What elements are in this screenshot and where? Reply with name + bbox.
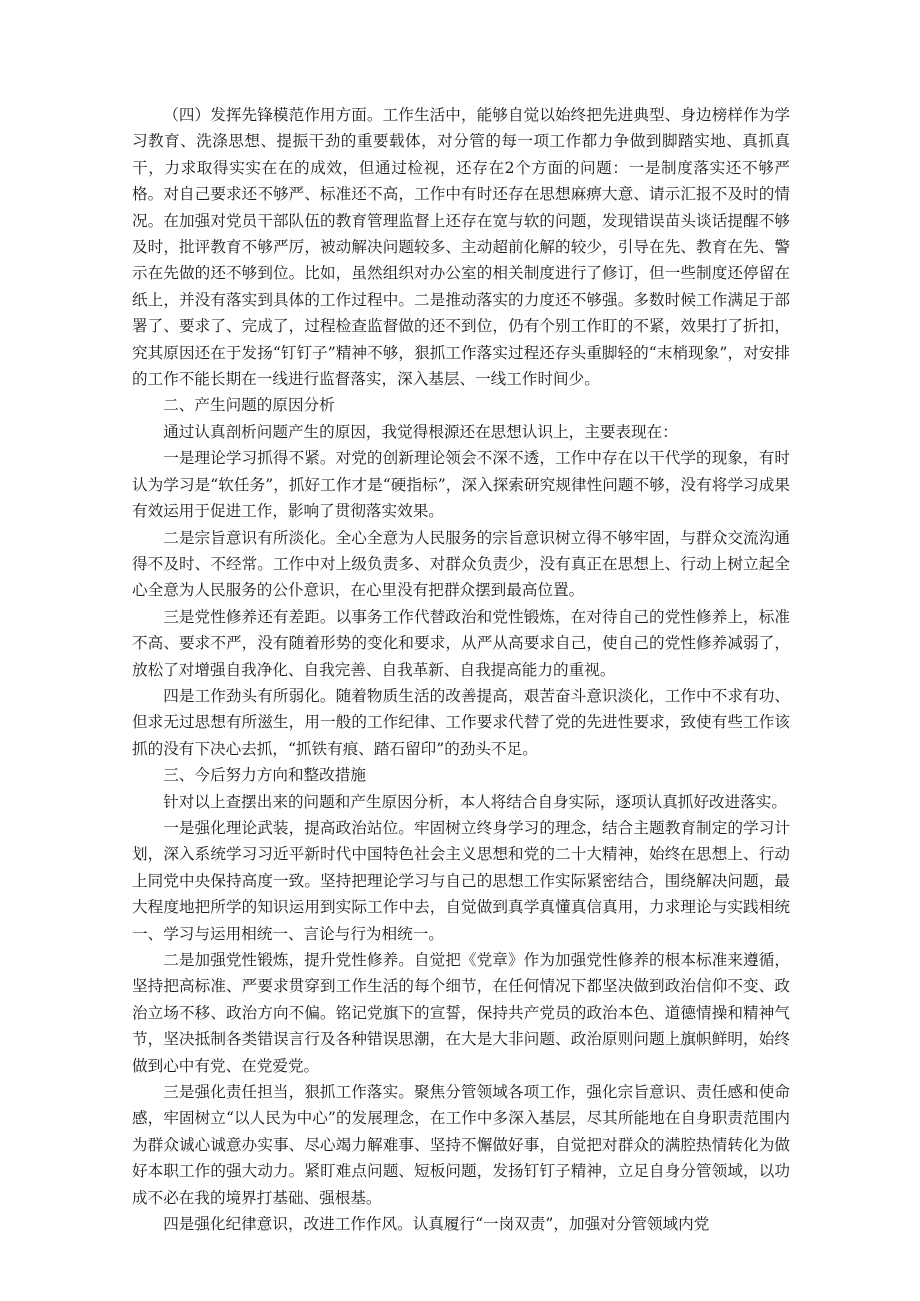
paragraph-cause-theory-study: 一是理论学习抓得不紧。对党的创新理论领会不深不透，工作中存在以干代学的现象，有时认为学习是“软任务”，抓好工作才是“硬指标”，深入探索研究规律性问题不够，没有将学习成果有效运用于促进工作，影响了贯彻落实效果。 (132, 449, 790, 521)
paragraph-cause-party-spirit: 三是党性修养还有差距。以事务工作代替政治和党性锻炼，在对待自己的党性修养上，标准不高、要求不严，没有随着形势的变化和要求，从严从高要求自己，使自己的党性修养减弱了，放松了对增强自我净化、自我完善、自我革新、自我提高能力的重视。 (132, 607, 790, 679)
paragraph-measure-responsibility: 三是强化责任担当，狠抓工作落实。聚焦分管领域各项工作，强化宗旨意识、责任感和使命感，牢固树立“以人民为中心”的发展理念，在工作中多深入基层，尽其所能地在自身职责范围内为群众诚心诚意办实事、尽心竭力解难事、坚持不懈做好事，自觉把对群众的满腔热情转化为做好本职工作的强大动力。紧盯难点问题、短板问题，发扬钉钉子精神，立足自身分管领域，以功成不必在我的境界打基础、强根基。 (132, 1083, 790, 1207)
section-heading-cause-analysis: 二、产生问题的原因分析 (163, 396, 335, 415)
paragraph-cause-purpose-awareness: 二是宗旨意识有所淡化。全心全意为人民服务的宗旨意识树立得不够牢固，与群众交流沟通得不及时、不经常。工作中对上级负责多、对群众负责少，没有真正在思想上、行动上树立起全心全意为人民服务的公仆意识，在心里没有把群众摆到最高位置。 (132, 528, 790, 600)
paragraph-leading-role: （四）发挥先锋模范作用方面。工作生活中，能够自觉以始终把先进典型、身边榜样作为学习教育、洗涤思想、提振干劲的重要载体，对分管的每一项工作都力争做到脚踏实地、真抓真干，力求取得实实在在的成效，但通过检视，还存在2个方面的问题：一是制度落实还不够严格。对自己要求还不够严、标准还不高，工作中有时还存在思想麻痹大意、请示汇报不及时的情况。在加强对党员干部队伍的教育管理监督上还存在宽与软的问题，发现错误苗头谈话提醒不够及时，批评教育不够严厉，被动解决问题较多、主动超前化解的较少，引导在先、教育在先、警示在先做的还不够到位。比如，虽然组织对办公室的相关制度进行了修订，但一些制度还停留在纸上，并没有落实到具体的工作过程中。二是推动落实的力度还不够强。多数时候工作满足于部署了、要求了、完成了，过程检查监督做的还不到位，仍有个别工作盯的不紧，效果打了折扣，究其原因还在于发扬“钉钉子”精神不够，狠抓工作落实过程还存头重脚轻的“末梢现象”，对安排的工作不能长期在一线进行监督落实，深入基层、一线工作时间少。 (132, 106, 790, 389)
paragraph-measure-theory: 一是强化理论武装，提高政治站位。牢固树立终身学习的理念，结合主题教育制定的学习计划，深入系统学习习近平新时代中国特色社会主义思想和党的二十大精神，始终在思想上、行动上同党中央保持高度一致。坚持把理论学习与自己的思想工作实际紧密结合，围绕解决问题，最大程度地把所学的知识运用到实际工作中去，自觉做到真学真懂真信真用，力求理论与实践相统一、学习与运用相统一、言论与行为相统一。 (132, 818, 790, 943)
paragraph-cause-intro: 通过认真剖析问题产生的原因，我觉得根源还在思想认识上，主要表现在： (163, 422, 678, 441)
paragraph-measure-discipline: 四是强化纪律意识，改进工作作风。认真履行“一岗双责”，加强对分管领域内党 (163, 1215, 710, 1234)
paragraph-measure-party-spirit: 二是加强党性锻炼，提升党性修养。自觉把《党章》作为加强党性修养的根本标准来遵循，坚持把高标准、严要求贯穿到工作生活的每个细节，在任何情况下都坚决做到政治信仰不变、政治立场不移、政治方向不偏。铭记党旗下的宣誓，保持共产党员的政治本色、道德情操和精神气节，坚决抵制各类错误言行及各种错误思潮，在大是大非问题、政治原则问题上旗帜鲜明，始终做到心中有党、在党爱党。 (132, 951, 790, 1075)
paragraph-rectification-intro: 针对以上查摆出来的问题和产生原因分析，本人将结合自身实际，逐项认真抓好改进落实。 (163, 792, 787, 811)
section-heading-rectification: 三、今后努力方向和整改措施 (163, 766, 366, 785)
paragraph-cause-work-drive: 四是工作劲头有所弱化。随着物质生活的改善提高，艰苦奋斗意识淡化，工作中不求有功、但求无过思想有所滋生，用一般的工作纪律、工作要求代替了党的先进性要求，致使有些工作该抓的没有下决心去抓，“抓铁有痕、踏石留印”的劲头不足。 (132, 686, 790, 758)
document-body (132, 102, 790, 1237)
